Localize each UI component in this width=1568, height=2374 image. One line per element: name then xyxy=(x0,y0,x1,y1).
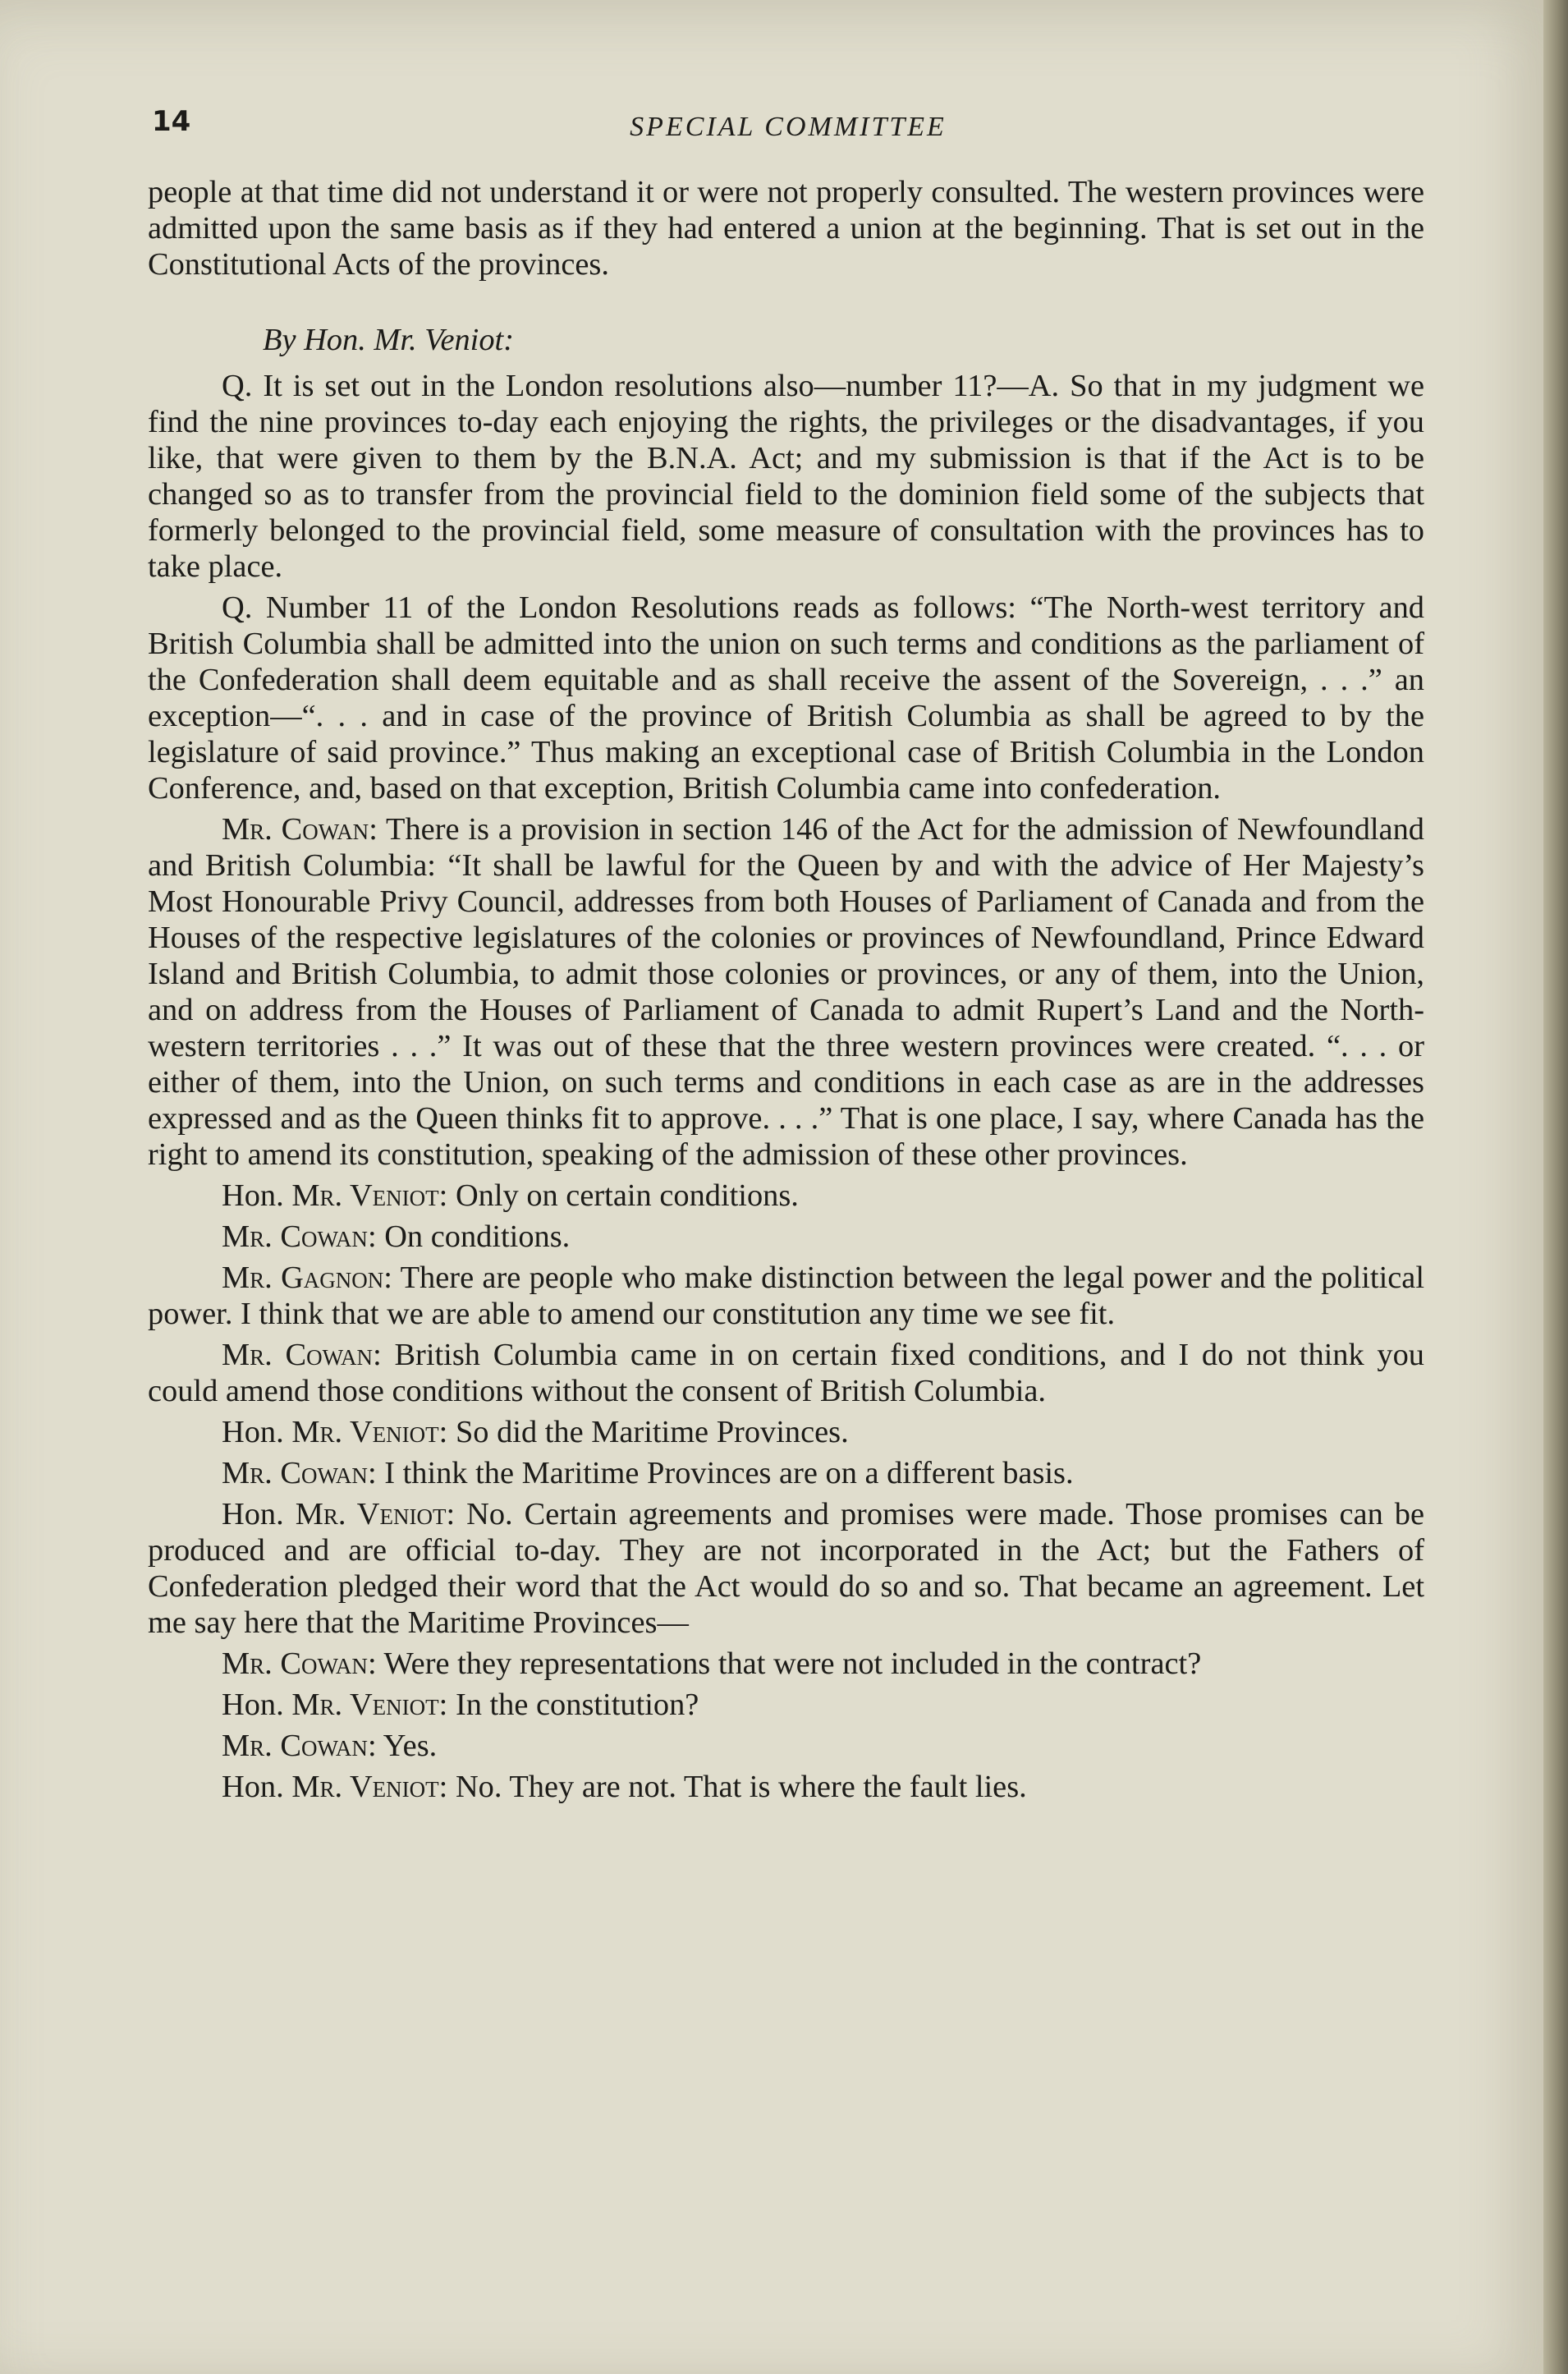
speech-text: British Columbia came in on certain fixed conditions, and I do not think you could amend those conditions without the consent of British Columbia. xyxy=(148,1338,1425,1408)
speech-paragraph: Mr. Cowan: Yes. xyxy=(222,1729,438,1763)
question-answer-paragraph: Q. It is set out in the London resolutions also—number 11?—A. So that in my judgment we find the nine provinces to-day each enjoying the rights, the privileges or the disadvantages, if you like, that were given to them by the B.N.A. Act; and my submission is that if the Act is to be changed so as to transfer from the provincial field to the dominion field some of the subjects that formerly belonged to the provincial field, some measure of consultation with the provinces has to take place. xyxy=(148,369,1424,584)
speaker-prefix: Hon. xyxy=(222,1415,292,1449)
speaker-name: Mr. Cowan xyxy=(222,1219,368,1254)
speech-text: No. Certain agreements and promises were made. Those promises can be produced and are official to-day. They are not incorporated in the Act; but the Fathers of Confederation pledged their word that the Act would do so and so. That became an agreement. Let me say here that the Maritime Provinces— xyxy=(148,1497,1425,1640)
speaker-name: Mr. Veniot xyxy=(291,1178,439,1213)
page-number: 14 xyxy=(152,105,191,138)
speech-paragraph: Hon. Mr. Veniot: In the constitution? xyxy=(222,1688,699,1722)
speech-paragraph: Mr. Cowan: British Columbia came in on certain fixed conditions, and I do not think you could amend those conditions without the consent of British Columbia. xyxy=(148,1338,1425,1408)
speaker-prefix: Hon. xyxy=(222,1497,296,1531)
running-head: SPECIAL COMMITTEE xyxy=(630,112,947,142)
speech-paragraph: Mr. Cowan: There is a provision in section 146 of the Act for the admission of Newfoundland and British Columbia: “It shall be lawful for the Queen by and with the advice of Her Majesty’s Most Honourable Privy Council, addresses from both Houses of Parliament of Canada and from the Houses of the respective legislatures of the colonies or provinces of Newfoundland, Prince Edward Island and British Columbia, to admit those colonies or provinces, or any of them, into the Union, and on address from the Houses of Parliament of Canada to admit Rupert’s Land and the North-western territories . . .” It was out of these that the three western provinces were created. “. . . or either of them, into the Union, on such terms and conditions in each case as are in the addresses expressed and as the Queen thinks fit to approve. . . .” That is one place, I say, where Canada has the right to amend its constitution, speaking of the admission of these other provinces. xyxy=(148,812,1424,1172)
question-paragraph: Q. Number 11 of the London Resolutions reads as follows: “The North-west territory and British Columbia shall be admitted into the union on such terms and conditions as the parliament of the Confederation shall deem equitable and as shall receive the assent of the Sovereign, . . .” an exception—“. . . and in case of the province of British Columbia as shall be agreed to by the legislature of said province.” Thus making an exceptional case of British Columbia in the London Conference, and, based on that exception, British Columbia came into confederation. xyxy=(148,590,1424,806)
speech-paragraph: Mr. Cowan: I think the Maritime Provinces are on a different basis. xyxy=(222,1456,1074,1490)
speech-text: No. They are not. That is where the fault lies. xyxy=(455,1770,1027,1804)
speech-paragraph: Hon. Mr. Veniot: So did the Maritime Provinces. xyxy=(222,1415,849,1449)
speaker-name: Mr. Gagnon xyxy=(222,1260,384,1295)
questioner-heading: By Hon. Mr. Veniot: xyxy=(263,323,514,357)
page-header xyxy=(152,105,1424,146)
speech-paragraph: Hon. Mr. Veniot: No. They are not. That is where the fault lies. xyxy=(222,1770,1027,1804)
speech-paragraph: Mr. Gagnon: There are people who make distinction between the legal power and the political power. I think that we are able to amend our constitution any time we see fit. xyxy=(148,1260,1424,1331)
speech-paragraph: Mr. Cowan: Were they representations that were not included in the contract? xyxy=(222,1646,1202,1681)
speech-paragraph: Hon. Mr. Veniot: No. Certain agreements and promises were made. Those promises can be produced and are official to-day. They are not incorporated in the Act; but the Fathers of Confederation pledged their word that the Act would do so and so. That became an agreement. Let me say here that the Maritime Provinces— xyxy=(148,1497,1425,1640)
speech-paragraph: Mr. Cowan: On conditions. xyxy=(222,1219,571,1254)
speaker-name: Mr. Veniot xyxy=(291,1415,439,1449)
speaker-name: Mr. Cowan xyxy=(222,1729,368,1763)
book-spine-edge xyxy=(1543,0,1568,2374)
speaker-name: Mr. Cowan xyxy=(222,1456,368,1490)
speech-text: I think the Maritime Provinces are on a different basis. xyxy=(384,1456,1074,1490)
speech-text: There is a provision in section 146 of the Act for the admission of Newfoundland and British Columbia: “It shall be lawful for the Queen by and with the advice of Her Majesty’s Most Honourable Privy Council, addresses from both Houses of Parliament of Canada and from the Houses of the respective legislatures of the colonies or provinces of Newfoundland, Prince Edward Island and British Columbia, to admit those colonies or provinces, or any of them, into the Union, and on address from the Houses of Parliament of Canada to admit Rupert’s Land and the North-western territories . . .” It was out of these that the three western provinces were created. “. . . or either of them, into the Union, on such terms and conditions in each case as are in the addresses expressed and as the Queen thinks fit to approve. . . .” That is one place, I say, where Canada has the right to amend its constitution, speaking of the admission of these other provinces. xyxy=(148,812,1424,1172)
speaker-name: Mr. Cowan xyxy=(222,812,369,847)
speaker-name: Mr. Veniot xyxy=(291,1770,439,1804)
body-text xyxy=(148,174,1424,1810)
speech-text: Were they representations that were not included in the contract? xyxy=(383,1646,1202,1681)
speaker-name: Mr. Cowan xyxy=(222,1338,374,1372)
speaker-name: Mr. Veniot xyxy=(291,1688,439,1722)
speech-text: There are people who make distinction between the legal power and the political power. I think that we are able to amend our constitution any time we see fit. xyxy=(148,1260,1424,1331)
speech-paragraph: Hon. Mr. Veniot: Only on certain conditions. xyxy=(222,1178,799,1213)
speaker-name: Mr. Veniot xyxy=(295,1497,447,1531)
speech-text: Yes. xyxy=(383,1729,438,1763)
speech-text: In the constitution? xyxy=(455,1688,699,1722)
speaker-name: Mr. Cowan xyxy=(222,1646,368,1681)
speech-text: On conditions. xyxy=(384,1219,571,1254)
speaker-prefix: Hon. xyxy=(222,1770,292,1804)
paragraph-continuation: people at that time did not understand it or were not properly consulted. The western provinces were admitted upon the same basis as if they had entered a union at the beginning. That is set out in the Constitutional Acts of the provinces. xyxy=(148,175,1424,282)
speech-text: Only on certain conditions. xyxy=(455,1178,799,1213)
speaker-prefix: Hon. xyxy=(222,1688,292,1722)
speech-text: So did the Maritime Provinces. xyxy=(455,1415,849,1449)
speaker-prefix: Hon. xyxy=(222,1178,292,1213)
